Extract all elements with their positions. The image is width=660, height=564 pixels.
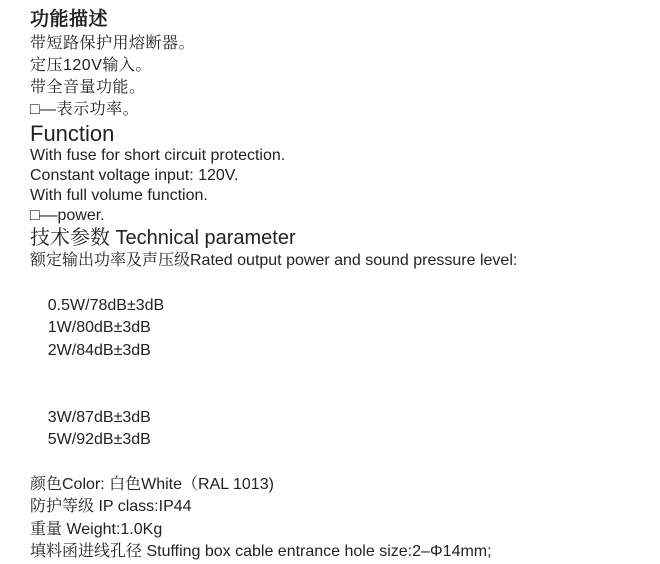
power-rating-value: 1W/80dB±3dB <box>47 319 151 337</box>
power-rating-value: 3W/87dB±3dB <box>47 408 151 426</box>
power-rating-value: 2W/84dB±3dB <box>47 341 151 359</box>
power-rating-value: 5W/92dB±3dB <box>47 431 151 449</box>
cable-entrance-line: 填料函进线孔径 Stuffing box cable entrance hole size:2–Φ14mm; <box>30 543 492 561</box>
power-symbol-line-en: □––power. <box>30 207 105 224</box>
full-volume-line-cn: 带全音量功能。 <box>30 79 146 96</box>
function-description-heading-cn: 功能描述 <box>30 9 109 30</box>
weight-line: 重量 Weight:1.0Kg <box>30 520 163 538</box>
color-spec-line: 颜色Color: 白色White（RAL 1013) <box>30 476 274 494</box>
fuse-protection-line-en: With fuse for short circuit protection. <box>30 147 286 164</box>
technical-parameter-heading: 技术参数 Technical parameter <box>30 227 296 249</box>
fuse-protection-line-cn: 带短路保护用熔断器。 <box>30 35 196 52</box>
voltage-input-line-cn: 定压120V输入。 <box>30 57 152 74</box>
power-rating-row-2 <box>30 384 640 474</box>
function-heading-en: Function <box>30 121 115 146</box>
full-volume-line-en: With full volume function. <box>30 187 208 204</box>
voltage-input-line-en: Constant voltage input: 120V. <box>30 167 239 184</box>
power-rating-row-1 <box>30 272 640 384</box>
power-rating-value: 0.5W/78dB±3dB <box>47 296 165 314</box>
power-symbol-line-cn: □—表示功率。 <box>30 101 140 118</box>
ip-class-line: 防护等级 IP class:IP44 <box>30 498 192 516</box>
rated-output-label: 额定输出功率及声压级Rated output power and sound pressure level: <box>30 252 518 269</box>
